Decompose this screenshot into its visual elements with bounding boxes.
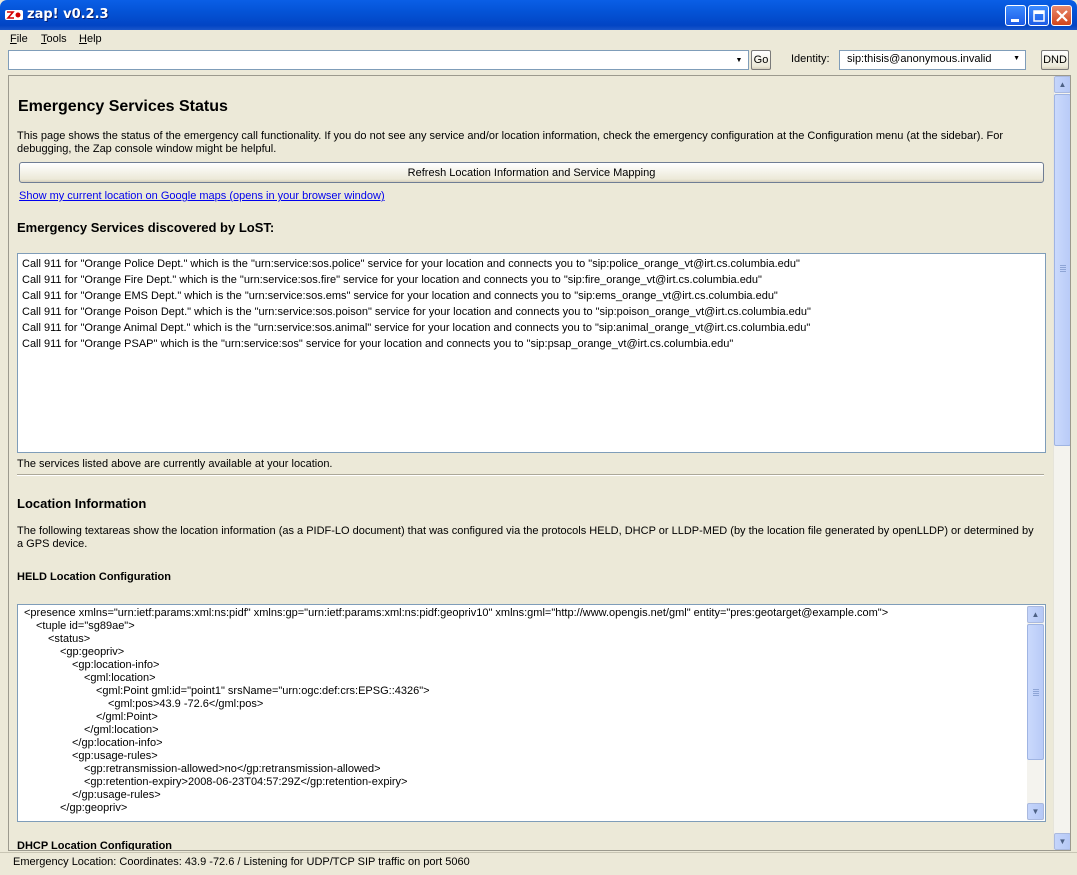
xml-line: <tuple id="sg89ae"> (36, 620, 135, 632)
minimize-icon (1006, 6, 1027, 27)
xml-line: <gp:retention-expiry>2008-06-23T04:57:29Z</gp:retention-expiry> (84, 776, 408, 788)
content-pane (8, 75, 1071, 851)
xml-scrollbar[interactable] (1027, 606, 1044, 820)
maximize-icon (1029, 6, 1050, 27)
dropdown-arrow-icon[interactable]: ▼ (735, 56, 743, 64)
xml-line: </gp:location-info> (72, 737, 163, 749)
list-item[interactable]: Call 911 for "Orange EMS Dept." which is the "urn:service:sos.ems" service for your location and connects you to "sip:ems_orange_vt@irt.cs.columbia.edu" (22, 290, 778, 302)
maximize-button[interactable] (1028, 5, 1049, 26)
xml-line: </gml:location> (84, 724, 159, 736)
identity-label: Identity: (791, 53, 830, 65)
held-title: HELD Location Configuration (17, 571, 171, 583)
identity-select[interactable] (839, 50, 1026, 70)
list-item[interactable]: Call 911 for "Orange Animal Dept." which is the "urn:service:sos.animal" service for your location and connects you to "sip:animal_orange_vt@irt.cs.columbia.edu" (22, 322, 811, 334)
list-item[interactable]: Call 911 for "Orange Poison Dept." which is the "urn:service:sos.poison" service for your location and connects you to "sip:poison_orange_vt@irt.cs.columbia.edu" (22, 306, 811, 318)
title-bar[interactable] (0, 0, 1077, 30)
go-button[interactable]: Go (751, 50, 771, 70)
dhcp-title: DHCP Location Configuration (17, 840, 173, 851)
xml-line: <status> (48, 633, 91, 645)
close-icon (1052, 6, 1073, 27)
xml-line: <gp:retransmission-allowed>no</gp:retransmission-allowed> (84, 763, 381, 775)
scroll-down-icon[interactable]: ▼ (1027, 803, 1044, 820)
divider (17, 474, 1044, 476)
xml-line: <presence xmlns="urn:ietf:params:xml:ns:pidf" xmlns:gp="urn:ietf:params:xml:ns:pidf:geopriv10" xmlns:gml="http://www.opengis.net/gml" entity="pres:geotarget@example.com"> (24, 607, 889, 619)
services-title: Emergency Services discovered by LoST: (17, 220, 275, 235)
scroll-thumb[interactable] (1027, 624, 1044, 760)
window-title: zap! v0.2.3 (27, 7, 109, 22)
address-combo[interactable] (8, 50, 749, 70)
menu-help[interactable]: Help (79, 33, 102, 45)
page-scrollbar[interactable] (1053, 76, 1070, 850)
minimize-button[interactable] (1005, 5, 1026, 26)
page-title: Emergency Services Status (18, 98, 228, 115)
zap-app-icon (5, 8, 23, 22)
list-item[interactable]: Call 911 for "Orange Police Dept." which is the "urn:service:sos.police" service for your location and connects you to "sip:police_orange_vt@irt.cs.columbia.edu" (22, 258, 800, 270)
list-item[interactable]: Call 911 for "Orange Fire Dept." which is the "urn:service:sos.fire" service for your location and connects you to "sip:fire_orange_vt@irt.cs.columbia.edu" (22, 274, 762, 286)
xml-line: </gp:usage-rules> (72, 789, 161, 801)
menu-tools[interactable]: Tools (41, 33, 67, 45)
page-intro: This page shows the status of the emergency call functionality. If you do not see any service and/or location information, check the emergency configuration at the Configuration menu (at the sidebar). For debugging, the Zap console window might be helpful. (17, 130, 1004, 155)
location-title: Location Information (17, 496, 147, 511)
dnd-button[interactable]: DND (1041, 50, 1069, 70)
menu-file[interactable]: File (10, 33, 28, 45)
close-button[interactable] (1051, 5, 1072, 26)
scroll-thumb[interactable] (1054, 94, 1071, 446)
xml-line: </gp:geopriv> (60, 802, 128, 814)
xml-line: </gml:Point> (96, 711, 158, 723)
scroll-down-icon[interactable]: ▼ (1054, 833, 1071, 850)
list-item[interactable]: Call 911 for "Orange PSAP" which is the "urn:service:sos" service for your location and connects you to "sip:psap_orange_vt@irt.cs.columbia.edu" (22, 338, 734, 350)
scroll-up-icon[interactable]: ▲ (1054, 76, 1071, 93)
xml-line: <gml:location> (84, 672, 156, 684)
identity-value: sip:thisis@anonymous.invalid (847, 53, 992, 65)
menu-bar (0, 30, 1077, 48)
xml-line: <gp:geopriv> (60, 646, 125, 658)
status-bar (0, 852, 1077, 875)
xml-line: <gp:usage-rules> (72, 750, 158, 762)
status-text: Emergency Location: Coordinates: 43.9 -72.6 / Listening for UDP/TCP SIP traffic on port 5060 (13, 856, 470, 868)
xml-line: <gml:pos>43.9 -72.6</gml:pos> (108, 698, 264, 710)
dropdown-arrow-icon: ▼ (1013, 55, 1020, 62)
xml-line: <gml:Point gml:id="point1" srsName="urn:ogc:def:crs:EPSG::4326"> (96, 685, 430, 697)
refresh-button[interactable]: Refresh Location Information and Service Mapping (19, 162, 1044, 183)
services-list[interactable] (17, 253, 1046, 453)
scroll-up-icon[interactable]: ▲ (1027, 606, 1044, 623)
xml-line: <gp:location-info> (72, 659, 160, 671)
held-xml-textarea[interactable] (17, 604, 1046, 822)
location-intro: The following textareas show the location information (as a PIDF-LO document) that was configured via the protocols HELD, DHCP or LLDP-MED (by the location file generated by openLLDP) or determined by a GPS device. (17, 525, 1034, 550)
services-note: The services listed above are currently available at your location. (17, 458, 333, 470)
google-maps-link[interactable]: Show my current location on Google maps (opens in your browser window) (19, 190, 385, 202)
